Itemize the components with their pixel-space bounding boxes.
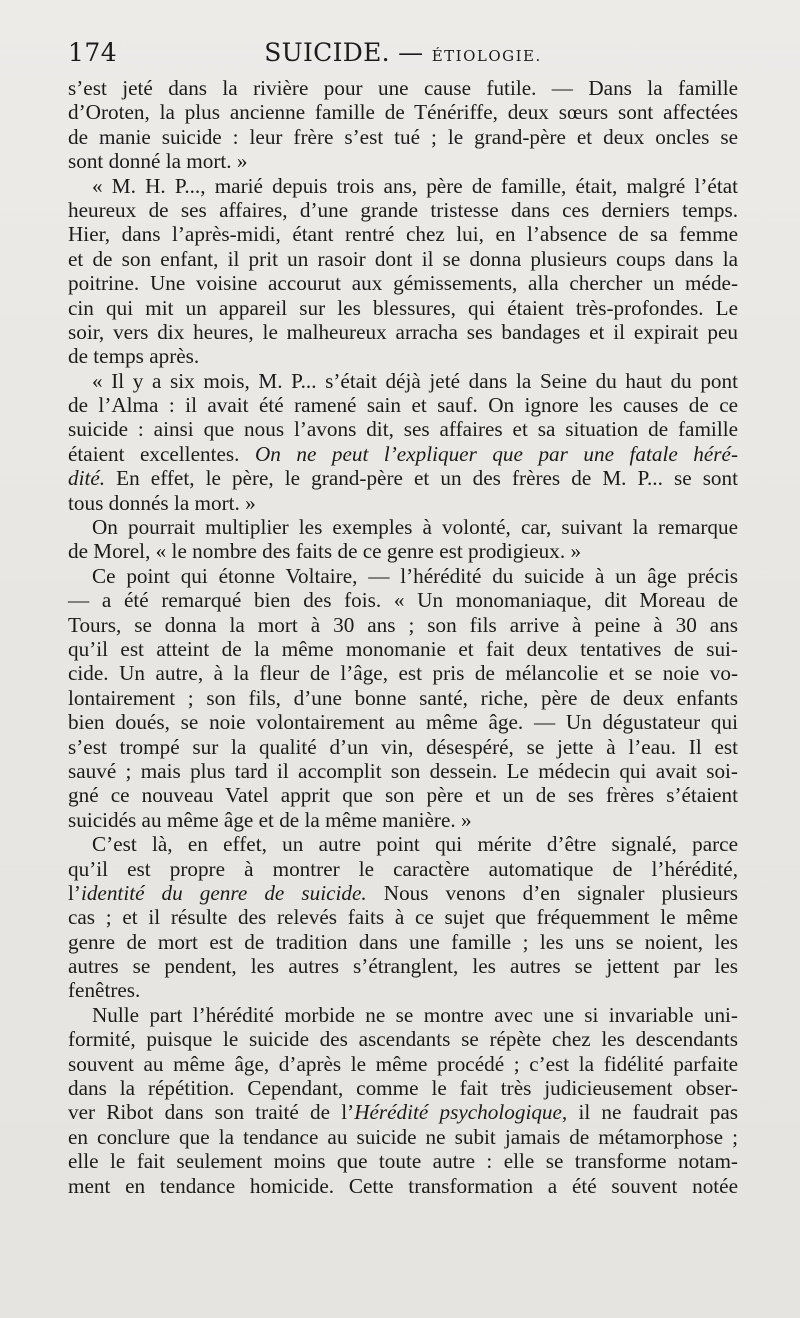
text-line: gné ce nouveau Vatel apprit que son père et un de ses frères s’étaient — [68, 783, 738, 808]
paragraph — [68, 515, 738, 564]
paragraph — [68, 564, 738, 832]
paragraph — [68, 1003, 738, 1198]
text-line: de manie suicide : leur frère s’est tué ; le grand-père et deux oncles se — [68, 124, 738, 149]
paragraph — [68, 174, 738, 369]
text-line: autres se pendent, les autres s’étranglent, les autres se jettent par les — [68, 954, 738, 979]
text-line: — a été remarqué bien des fois. « Un monomaniaque, dit Moreau de — [68, 588, 738, 613]
text-line: suicide : ainsi que nous l’avons dit, ses affaires et sa situation de famille — [68, 417, 738, 442]
text-line: de Morel, « le nombre des faits de ce genre est prodigieux. » — [68, 539, 582, 564]
text-line: elle le fait seulement moins que toute autre : elle se transforme notam- — [68, 1149, 738, 1174]
body-text — [68, 76, 738, 1198]
running-title-sub: ÉTIOLOGIE. — [431, 47, 542, 65]
text-line — [68, 442, 738, 466]
text-line: cas ; et il résulte des relevés faits à ce sujet que fréquemment le même — [68, 905, 738, 930]
text-line: « M. H. P..., marié depuis trois ans, père de famille, était, malgré l’état — [92, 173, 738, 198]
text-line: ment en tendance homicide. Cette transformation a été souvent notée — [68, 1173, 738, 1198]
text-line: Nulle part l’hérédité morbide ne se montre avec une si invariable uni- — [92, 1002, 738, 1027]
text-line: dans la répétition. Cependant, comme le fait très judicieusement obser- — [68, 1076, 738, 1101]
text-line: s’est jeté dans la rivière pour une cause futile. — Dans la famille — [68, 76, 738, 100]
text-line: d’Oroten, la plus ancienne famille de Ténériffe, deux sœurs sont affectées — [68, 100, 738, 125]
text-line: « Il y a six mois, M. P... s’était déjà jeté dans la Seine du haut du pont — [92, 368, 738, 393]
text-line: qu’il est atteint de la même monomanie et fait deux tentatives de sui- — [68, 636, 738, 661]
text-run: ver Ribot dans son traité de l’ — [68, 1100, 355, 1125]
text-line: et de son enfant, il prit un rasoir dont il se donna plusieurs coups dans la — [68, 246, 738, 271]
text-line: soir, vers dix heures, le malheureux arracha ses bandages et il expirait peu — [68, 319, 738, 344]
paragraph — [68, 369, 738, 515]
text-line: Hier, dans l’après-midi, étant rentré chez lui, en l’absence de sa femme — [68, 222, 738, 247]
italic-quote: On ne peut l’expliquer que par une fatale héré- — [254, 441, 738, 466]
text-line: C’est là, en effet, un autre point qui mérite d’être signalé, parce — [92, 832, 738, 857]
text-line: souvent au même âge, d’après le même procédé ; c’est la fidélité parfaite — [68, 1051, 738, 1076]
text-line: On pourrait multiplier les exemples à volonté, car, suivant la remarque — [92, 515, 738, 540]
text-line: heureux de ses affaires, d’une grande tristesse dans ces derniers temps. — [68, 197, 738, 222]
text-line: fenêtres. — [68, 978, 141, 1003]
text-line: cin qui mit un appareil sur les blessures, qui étaient très-profondes. Le — [68, 295, 738, 320]
text-line: qu’il est propre à montrer le caractère automatique de l’hérédité, — [68, 856, 738, 881]
text-line — [68, 466, 738, 490]
text-line: Tours, se donna la mort à 30 ans ; son fils arrive à peine à 30 ans — [68, 612, 738, 637]
italic-phrase: identité du genre de suicide. — [80, 880, 367, 905]
text-line: sauvé ; mais plus tard il accomplit son dessein. Le médecin qui avait soi- — [68, 758, 738, 783]
text-run: l’ — [68, 880, 81, 905]
text-line: sont donné la mort. » — [68, 149, 248, 174]
italic-title: Hérédité psychologique, — [354, 1100, 568, 1125]
text-line: de l’Alma : il avait été ramené sain et sauf. On ignore les causes de ce — [68, 393, 738, 418]
text-line — [68, 881, 738, 905]
text-run: étaient excellentes. — [68, 441, 240, 466]
page-number: 174 — [68, 38, 118, 67]
text-line: tous donnés la mort. » — [68, 490, 256, 515]
running-title-main: SUICIDE. — — [264, 38, 424, 67]
text-line: genre de mort est de tradition dans une famille ; les uns se noient, les — [68, 929, 738, 954]
text-line: Ce point qui étonne Voltaire, — l’hérédité du suicide à un âge précis — [92, 563, 738, 588]
paragraph — [68, 76, 738, 174]
text-run: Nous venons d’en signaler plusieurs — [383, 880, 738, 905]
text-line: cide. Un autre, à la fleur de l’âge, est pris de mélancolie et se noie vo- — [68, 661, 738, 686]
text-line: bien doués, se noie volontairement au même âge. — Un dégustateur qui — [68, 710, 738, 735]
text-line — [68, 1100, 738, 1124]
text-run: il ne faudrait pas — [578, 1100, 738, 1125]
text-line: en conclure que la tendance au suicide ne subit jamais de métamorphose ; — [68, 1124, 738, 1149]
text-line: s’est trompé sur la qualité d’un vin, désespéré, se jette à l’eau. Il est — [68, 734, 738, 759]
text-line: formité, puisque le suicide des ascendants se répète chez les descendants — [68, 1027, 738, 1052]
text-run: En effet, le père, le grand-père et un des frères de M. P... se sont — [116, 466, 739, 491]
text-line: suicidés au même âge et de la même manière. » — [68, 807, 472, 832]
running-title — [68, 38, 738, 67]
italic-quote-end: dité. — [68, 466, 106, 491]
page-header — [68, 38, 738, 72]
text-line: poitrine. Une voisine accourut aux gémissements, alla chercher un méde- — [68, 271, 738, 296]
paragraph — [68, 832, 738, 1003]
text-line: lontairement ; son fils, d’une bonne santé, riche, père de deux enfants — [68, 685, 738, 710]
text-line: de temps après. — [68, 344, 200, 369]
